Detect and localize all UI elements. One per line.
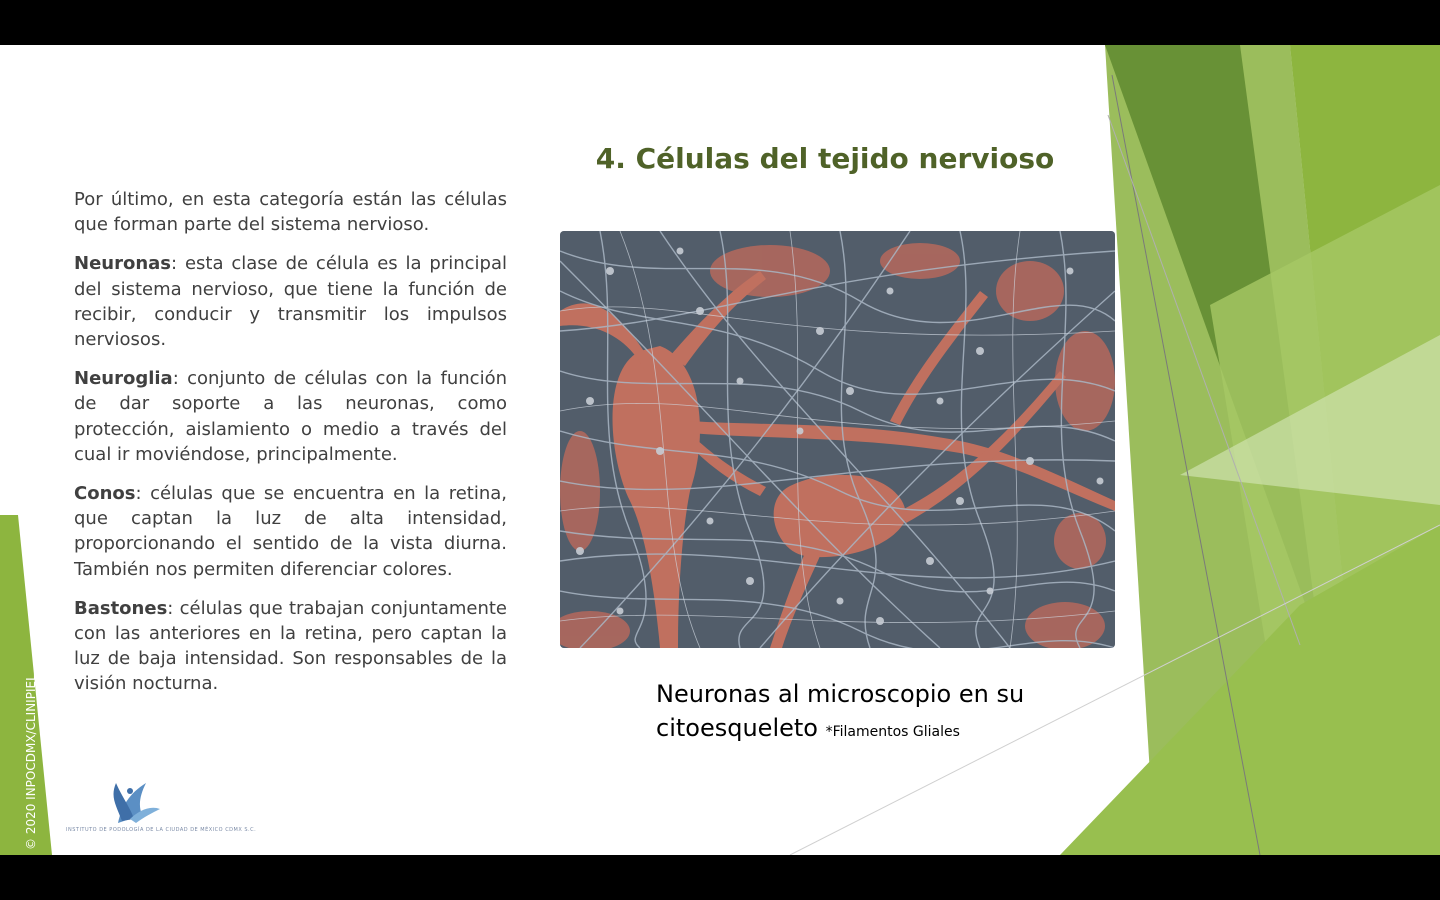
paragraph-conos: [74, 481, 507, 582]
body-text: [74, 187, 507, 711]
text-conos: : células que se encuentra en la retina, que captan la luz de alta intensidad, proporcionando el sentido de la vista diurna. También nos permiten diferenciar colores.: [74, 483, 507, 580]
bottom-letterbox: [0, 855, 1440, 900]
text-bastones: : células que trabajan conjuntamente con las anteriores en la retina, pero captan la luz de baja intensidad. Son responsables de la visión nocturna.: [74, 597, 507, 695]
caption-note: *Filamentos Gliales: [825, 724, 960, 740]
image-caption: [656, 677, 1056, 749]
copyright-credit: [14, 645, 38, 850]
neuron-micrograph-image: [560, 231, 1115, 648]
intro-paragraph: Por último, en esta categoría están las células que forman parte del sistema nervioso.: [74, 189, 507, 236]
term-conos: Conos: [74, 483, 136, 505]
term-neuronas: Neuronas: [74, 253, 172, 275]
text-neuroglia: : conjunto de células con la función de dar soporte a las neuronas, como protección, aislamiento o medio a través del cual ir moviéndose, principalmente.: [74, 368, 507, 465]
paragraph-neuroglia: [74, 366, 507, 467]
paragraph-bastones: [74, 596, 507, 697]
logo-text: INSTITUTO DE PODOLOGÍA DE LA CIUDAD DE MÉXICO CDMX S.C.: [66, 827, 257, 833]
caption-text: Neuronas al microscopio en su citoesqueleto: [656, 680, 1025, 742]
paragraph-neuronas: [74, 251, 507, 352]
winged-figure-logo: [60, 775, 257, 837]
slide: [0, 45, 1440, 855]
copyright-text: © 2020 INPOCDMX/CLINIPIEL: [24, 674, 38, 850]
term-neuroglia: Neuroglia: [74, 368, 173, 390]
term-bastones: Bastones: [74, 597, 168, 619]
text-neuronas: : esta clase de célula es la principal del sistema nervioso, que tiene la función de recibir, conducir y transmitir los impulsos nerviosos.: [74, 253, 507, 351]
top-letterbox: [0, 0, 1440, 45]
slide-title: 4. Células del tejido nervioso: [595, 142, 1055, 175]
